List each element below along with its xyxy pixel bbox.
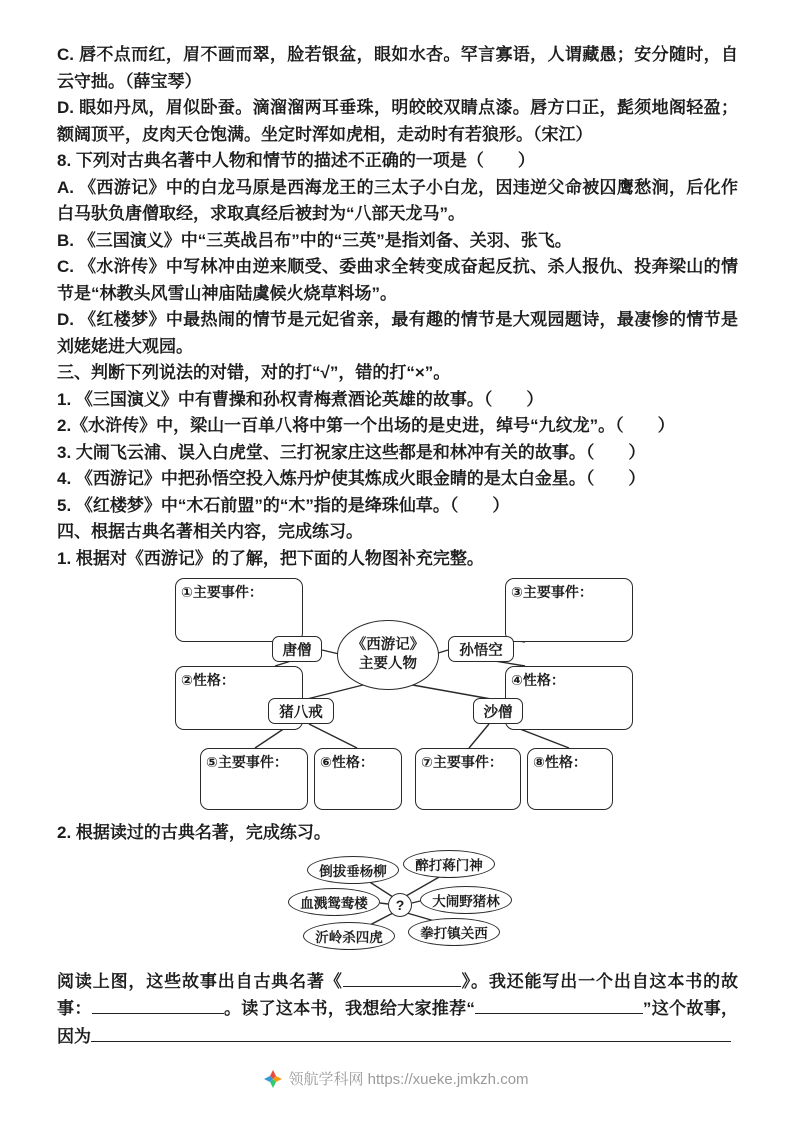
box-personality-8: [527, 748, 613, 810]
center-title: 《西游记》: [351, 637, 425, 653]
fill-seg-2: 》。我还能写出一个出自这本书的故事：: [57, 971, 738, 1018]
fill-seg-4: ”这个故事，因为: [57, 999, 739, 1046]
box-label: ②性格：: [181, 672, 235, 688]
story-bubble-yilingshasihu: 沂岭杀四虎: [303, 922, 395, 950]
box-main-event-5: [200, 748, 308, 810]
blank-story-name: [92, 998, 224, 1014]
section4-item1-label: 1. 根据对《西游记》的了解，把下面的人物图补充完整。: [57, 548, 484, 568]
fill-in-paragraph: [57, 968, 738, 1051]
box-main-event-1: [175, 578, 303, 642]
judge-item-2: 2.《水浒传》中，梁山一百单八将中第一个出场的是史进，绰号“九纹龙”。（ ）: [57, 416, 675, 435]
story-bubble-quandazhenguanxi: 拳打镇关西: [408, 918, 500, 946]
node-tangseng: 唐僧: [272, 636, 322, 662]
xueke-logo-icon: [264, 1070, 282, 1088]
judge-item-4: 4. 《西游记》中把孙悟空投入炼丹炉使其炼成火眼金睛的是太白金星。（ ）: [57, 469, 646, 488]
story-bubble-map: [57, 848, 738, 964]
story-bubble-zuidajiangmenshen: 醉打蒋门神: [403, 850, 495, 878]
site-watermark: [0, 1068, 793, 1089]
blank-reason: [91, 1026, 731, 1042]
q7-option-d: D. 眼如丹凤，眉似卧蚕。滴溜溜两耳垂珠，明皎皎双睛点漆。唇方口正，髭须地阁轻盈；额阔顶平，皮肉天仓饱满。坐定时浑如虎相，走动时有若狼形。（宋江）: [57, 98, 738, 144]
story-bubble-daobachuiyangliu: 倒拔垂杨柳: [307, 856, 399, 884]
bubble-center-question-mark: ?: [388, 893, 412, 917]
story-bubble-xuejianyuanyanglou: 血溅鸳鸯楼: [288, 888, 380, 916]
box-label: ⑥性格：: [320, 754, 374, 770]
center-subtitle: 主要人物: [359, 656, 417, 672]
xiyouji-character-map: [57, 574, 738, 820]
q8-option-a: A. 《西游记》中的白龙马原是西海龙王的三太子小白龙，因违逆父命被囚鹰愁涧，后化作白马驮负唐僧取经，求取真经后被封为“八部天龙马”。: [57, 177, 738, 223]
box-label: ⑦主要事件：: [421, 754, 503, 770]
mindmap-center-node: [337, 620, 439, 690]
box-label: ③主要事件：: [511, 584, 593, 600]
q8-stem: 8. 下列对古典名著中人物和情节的描述不正确的一项是（ ）: [57, 151, 535, 170]
blank-book-title: [343, 971, 461, 987]
fill-seg-3: 。读了这本书，我想给大家推荐“: [223, 999, 475, 1018]
node-zhubajie: 猪八戒: [268, 698, 334, 724]
box-label: ④性格：: [511, 672, 565, 688]
box-label: ⑤主要事件：: [206, 754, 288, 770]
blank-recommended-story: [475, 998, 643, 1014]
box-main-event-3: [505, 578, 633, 642]
section4-heading: 四、根据古典名著相关内容，完成练习。: [57, 522, 363, 541]
box-label: ⑧性格：: [533, 754, 587, 770]
story-bubble-danaoyezhulin: 大闹野猪林: [420, 886, 512, 914]
box-main-event-7: [415, 748, 521, 810]
box-personality-4: [505, 666, 633, 730]
judge-item-5: 5. 《红楼梦》中“木石前盟”的“木”指的是绛珠仙草。（ ）: [57, 495, 510, 515]
node-shaseng: 沙僧: [473, 698, 523, 724]
judge-item-3: 3. 大闹飞云浦、误入白虎堂、三打祝家庄这些都是和林冲有关的故事。（ ）: [57, 442, 646, 462]
q8-option-b: B. 《三国演义》中“三英战吕布”中的“三英”是指刘备、关羽、张飞。: [57, 230, 572, 250]
q8-option-d: D. 《红楼梦》中最热闹的情节是元妃省亲，最有趣的情节是大观园题诗，最凄惨的情节是刘姥姥进大观园。: [57, 310, 738, 356]
box-label: ①主要事件：: [181, 584, 263, 600]
section3-heading: 三、判断下列说法的对错，对的打“√”，错的打“×”。: [57, 363, 451, 382]
judge-item-1: 1. 《三国演义》中有曹操和孙权青梅煮酒论英雄的故事。（ ）: [57, 389, 544, 409]
worksheet-content: [57, 42, 738, 1050]
box-personality-6: [314, 748, 402, 810]
q7-option-c: C. 唇不点而红，眉不画而翠，脸若银盆，眼如水杏。罕言寡语，人谓藏愚；安分随时，自云守拙。（薛宝琴）: [57, 45, 738, 91]
q8-option-c: C. 《水浒传》中写林冲由逆来顺受、委曲求全转变成奋起反抗、杀人报仇、投奔梁山的情节是“林教头风雪山神庙陆虞候火烧草料场”。: [57, 257, 738, 303]
section4-item2-label: 2. 根据读过的古典名著，完成练习。: [57, 823, 331, 842]
fill-seg-1: 阅读上图，这些故事出自古典名著《: [57, 971, 343, 991]
watermark-text: 领航学科网 https://xueke.jmkzh.com: [288, 1071, 529, 1088]
node-sunwukong: 孙悟空: [448, 636, 514, 662]
